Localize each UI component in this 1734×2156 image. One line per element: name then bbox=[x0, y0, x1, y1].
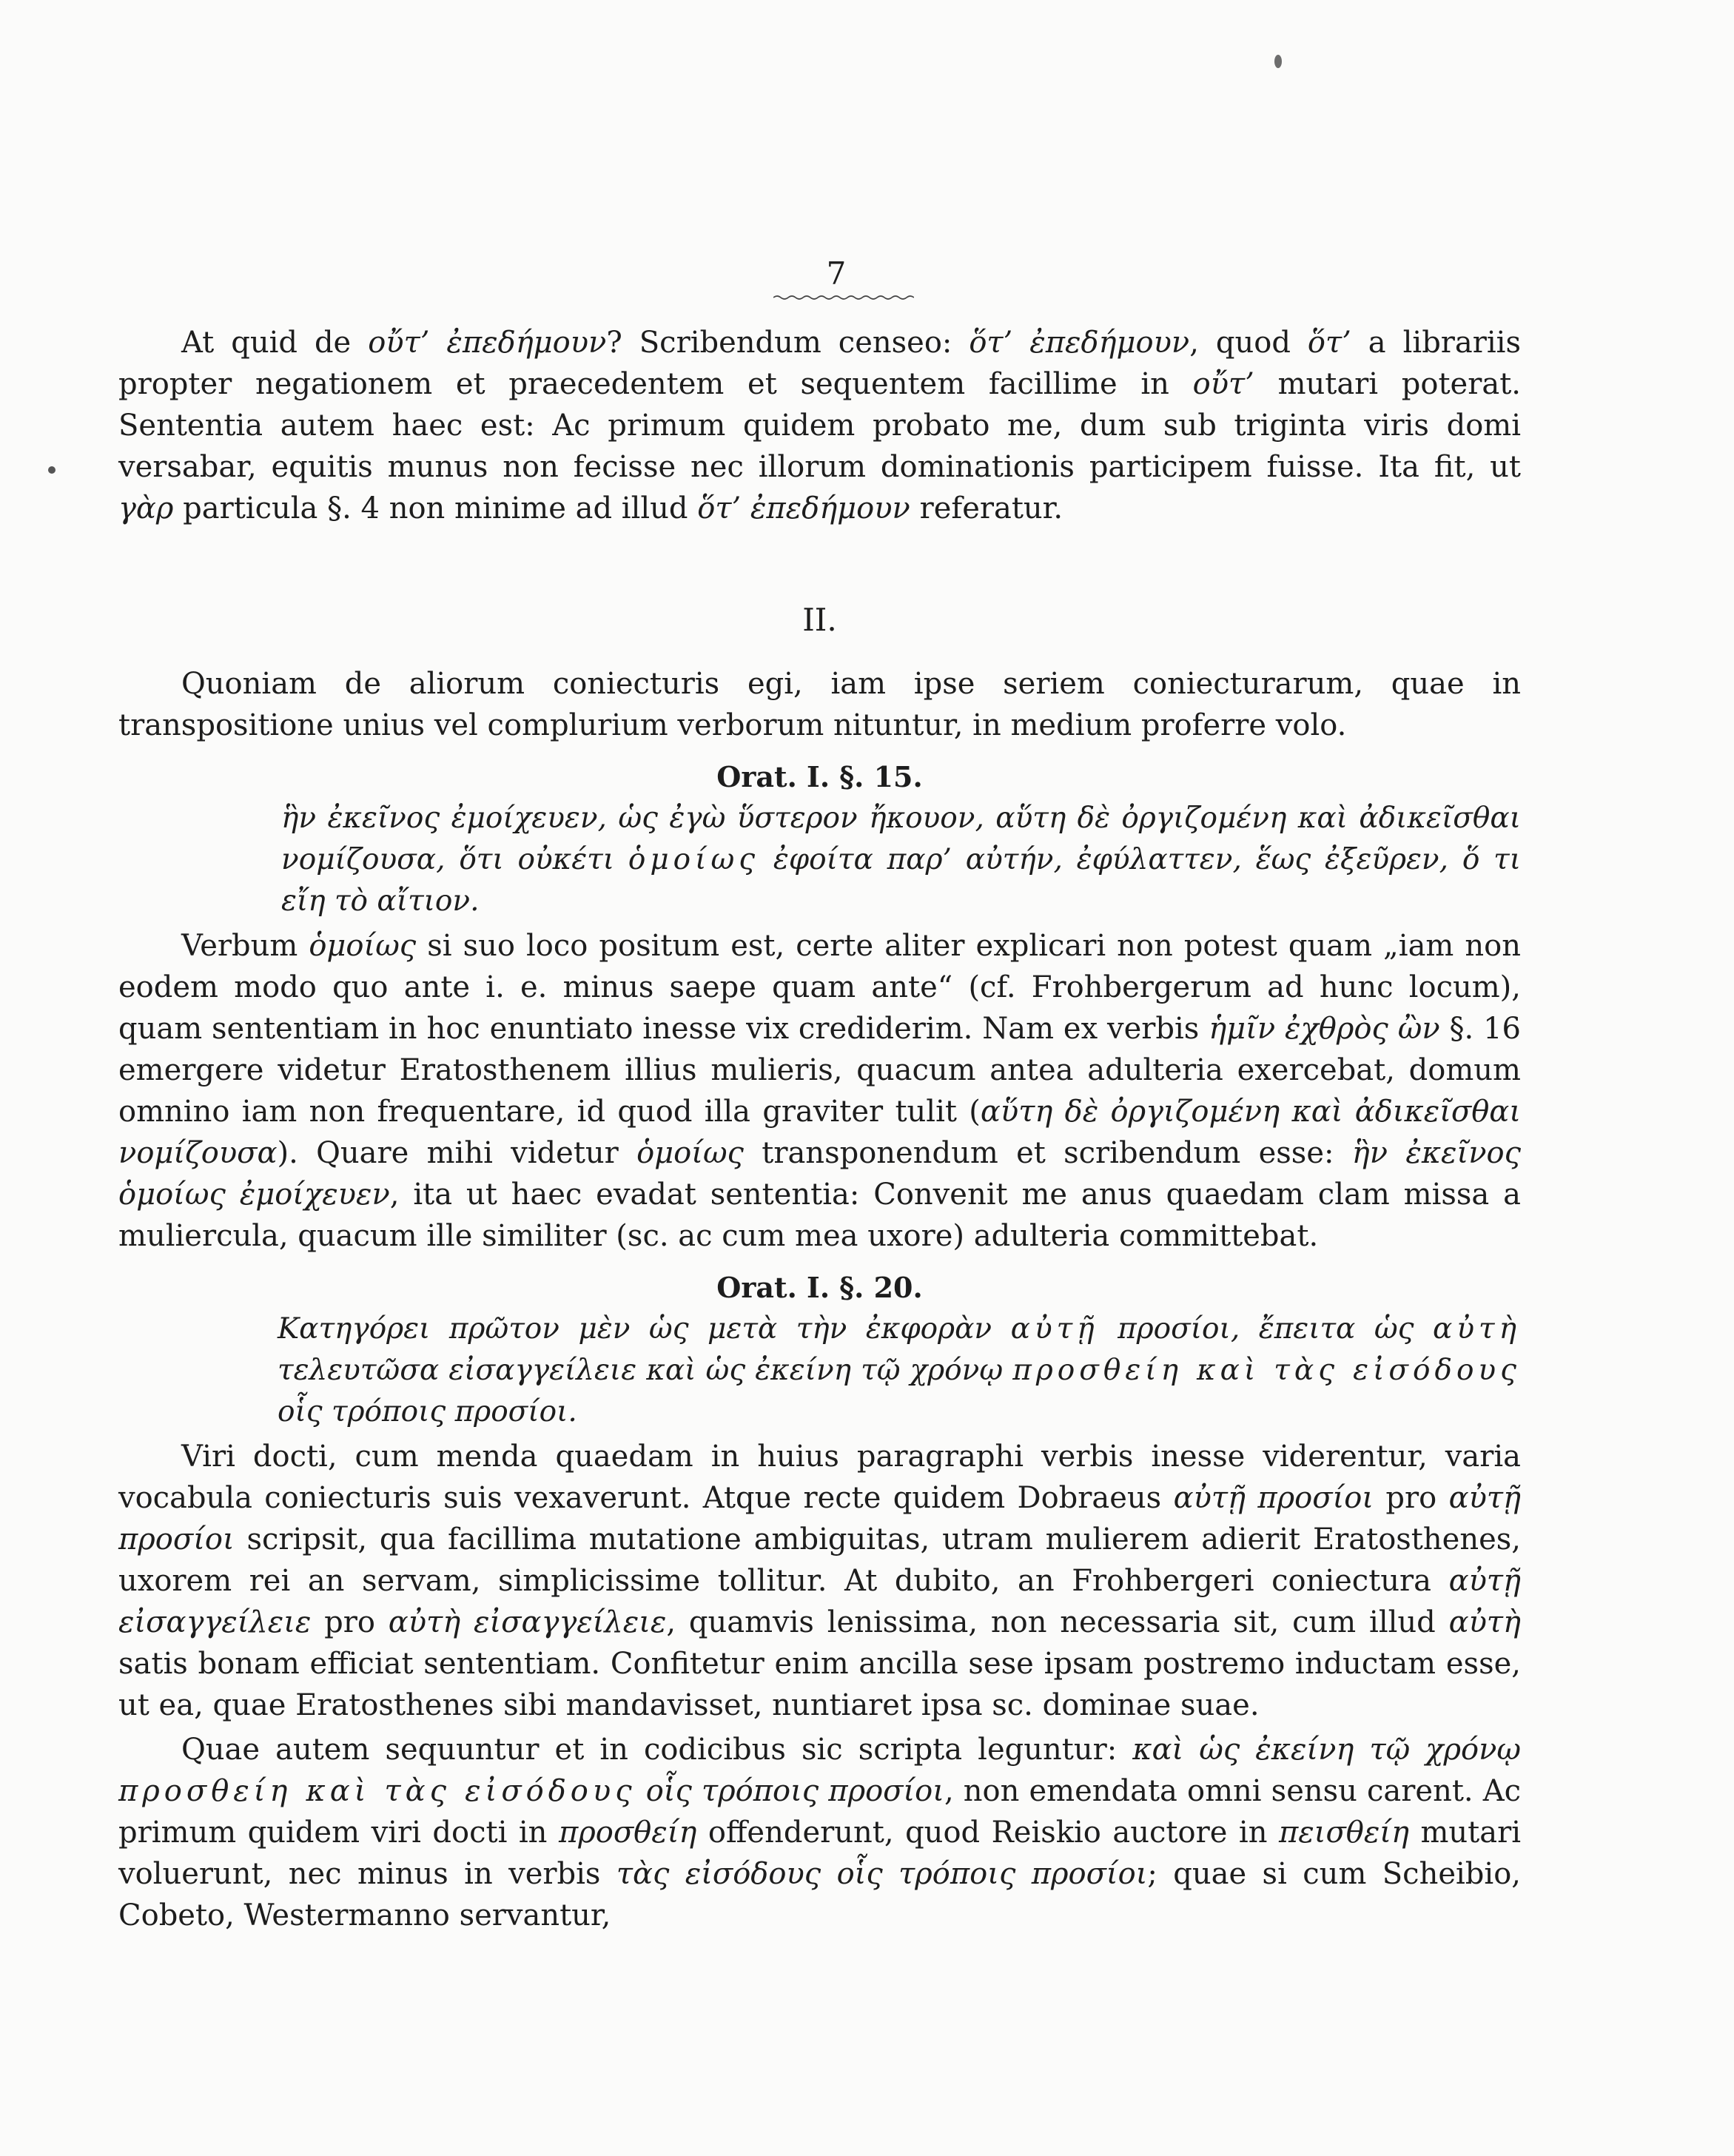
text: mutari voluerunt, nec minus in verbis bbox=[118, 1816, 1521, 1891]
greek-text: Κατηγόρει πρῶτον μὲν ὡς μετὰ τὴν ἐκφορὰν bbox=[278, 1312, 1011, 1346]
greek-text: προσίοι, ἔπειτα ὡς bbox=[1098, 1312, 1434, 1346]
paragraph-3 bbox=[118, 925, 1521, 1257]
paragraph-1 bbox=[118, 322, 1521, 529]
greek-text: ἡμῖν ἐχθρὸς ὢν bbox=[1209, 1012, 1440, 1046]
text: , non emendata omni sensu carent. Ac primum quidem viri docti in bbox=[118, 1774, 1522, 1850]
paragraph-2: Quoniam de aliorum coniecturis egi, iam ipse seriem coniecturarum, quae in transpositione unius vel complurium verborum nituntur, in medium proferre volo. bbox=[118, 667, 1521, 742]
greek-text: ὅτ’ ἐπεδήμουν bbox=[969, 326, 1190, 360]
text: offenderunt, quod Reiskio auctore in bbox=[696, 1816, 1279, 1850]
greek-text: οὔτ’ bbox=[1192, 367, 1254, 401]
text: ). Quare mihi videtur bbox=[277, 1136, 637, 1170]
text: scripsit, qua facillima mutatione ambiguitas, utram mulierem adierit Eratosthenes, uxorem rei an servam, simplicissime tollitur. At dubito, an Frohbergeri coniectura bbox=[118, 1522, 1521, 1598]
text: a librariis propter negationem et praecedentem et sequentem facillime in bbox=[118, 326, 1522, 401]
greek-text: πεισθείη bbox=[1279, 1816, 1409, 1850]
greek-text: αὕτη δὲ ὀργιζομένη καὶ ἀδικεῖσθαι νομίζουσα bbox=[118, 1095, 1522, 1170]
greek-text: οἷς τρόποις προσίοι bbox=[636, 1774, 944, 1808]
greek-text: τὰς εἰσόδους οἷς τρόποις προσίοι bbox=[616, 1857, 1148, 1891]
text: pro bbox=[311, 1605, 389, 1639]
greek-text: αὐτῇ προσίοι bbox=[1173, 1481, 1374, 1515]
greek-text: ὁμοίως bbox=[636, 1136, 744, 1170]
greek-text: οὔτ’ ἐπεδήμουν bbox=[368, 326, 607, 360]
text: transponendum et scribendum esse: bbox=[743, 1136, 1352, 1170]
text: referatur. bbox=[910, 491, 1063, 525]
greek-text: αὐτῇ εἰσαγγείλειε bbox=[118, 1564, 1521, 1639]
text: pro bbox=[1374, 1481, 1449, 1515]
body-text bbox=[118, 263, 1521, 1936]
paragraph-5 bbox=[118, 1729, 1521, 1936]
spaced-greek-text: αὐτῇ bbox=[1010, 1312, 1099, 1346]
section-heading: II. bbox=[802, 602, 837, 638]
page-number: 7 bbox=[826, 255, 847, 292]
greek-text: ἐφοίτα παρ’ αὐτήν, ἐφύλαττεν, ἕως ἐξεῦρεν, ὅ τι εἴη τὸ αἴτιον. bbox=[281, 843, 1522, 918]
greek-text: ἣν ἐκεῖνος ὁμοίως ἐμοίχευεν bbox=[118, 1136, 1522, 1212]
text: , ita ut haec evadat sententia: Convenit me anus quaedam clam missa a muliercula, quacum ille similiter (sc. ac cum mea uxore) adulteria committebat. bbox=[118, 1178, 1521, 1253]
spaced-greek-text: ὁμοίως bbox=[628, 843, 760, 876]
greek-text: προσθείη bbox=[558, 1816, 697, 1850]
text: ; quae si cum Scheibio, Cobeto, Westermanno servantur, bbox=[118, 1857, 1521, 1932]
citation-heading: Orat. I. §. 15. bbox=[716, 760, 923, 793]
greek-text: ἣν ἐκεῖνος ἐμοίχευεν, ὡς ἐγὼ ὕστερον ἤκουον, αὕτη δὲ ὀργιζομένη καὶ ἀδικεῖσθαι νομίζουσα, ὅτι οὐκέτι bbox=[281, 802, 1521, 876]
greek-text: οἷς τρόποις προσίοι. bbox=[278, 1395, 577, 1428]
text: At quid de bbox=[181, 326, 369, 360]
text: si suo loco positum est, certe aliter explicari non potest quam „iam non eodem modo quo ante i. e. minus saepe quam ante“ (cf. Frohbergerum ad hunc locum), quam sententiam in hoc enuntiato inesse vix crediderim. Nam ex verbis bbox=[118, 929, 1521, 1046]
text: satis bonam efficiat sententiam. Confitetur enim ancilla sese ipsam postremo inductam esse, ut ea, quae Eratosthenes sibi mandavisset, nuntiaret ipsa sc. dominae suae. bbox=[118, 1647, 1521, 1722]
text: Quae autem sequuntur et in codicibus sic scripta leguntur: bbox=[181, 1733, 1133, 1767]
text: ? Scribendum censeo: bbox=[606, 326, 970, 360]
spaced-greek-text: προσθείη καὶ τὰς εἰσόδους bbox=[1012, 1354, 1521, 1387]
greek-text: ὅτ’ ἐπεδήμουν bbox=[697, 491, 910, 525]
spaced-greek-text: προσθείη καὶ τὰς εἰσόδους bbox=[118, 1774, 636, 1808]
greek-text: αὐτὴ εἰσαγγείλειε bbox=[388, 1605, 667, 1639]
greek-quotation bbox=[118, 798, 1521, 922]
text: particula §. 4 non minime ad illud bbox=[173, 491, 698, 525]
text: , quod bbox=[1189, 326, 1308, 360]
spaced-greek-text: αὐτὴ bbox=[1433, 1312, 1522, 1346]
text: §. 16 emergere videtur Eratosthenem illius mulieris, quacum antea adulteria exercebat, domum omnino iam non frequentare, id quod illa graviter tulit ( bbox=[118, 1012, 1522, 1129]
text: Viri docti, cum menda quaedam in huius paragraphi verbis inesse viderentur, varia vocabula coniecturis suis vexaverunt. Atque recte quidem Dobraeus bbox=[118, 1440, 1521, 1515]
greek-text: ὁμοίως bbox=[309, 929, 417, 963]
text: mutari poterat. Sententia autem haec est: Ac primum quidem probato me, dum sub triginta viris domi versabar, equitis munus non fecisse nec illorum dominationis participem fuisse. Ita fit, ut bbox=[118, 367, 1521, 484]
greek-quotation bbox=[118, 1309, 1521, 1433]
text: , quamvis lenissima, non necessaria sit, cum illud bbox=[666, 1605, 1449, 1639]
greek-text: αὐτῇ προσίοι bbox=[118, 1481, 1521, 1556]
citation-heading: Orat. I. §. 20. bbox=[716, 1271, 923, 1304]
greek-text: γὰρ bbox=[118, 491, 174, 525]
greek-text: τελευτῶσα εἰσαγγείλειε καὶ ὡς ἐκείνη τῷ χρόνῳ bbox=[278, 1354, 1013, 1387]
text: Verbum bbox=[181, 929, 309, 963]
paragraph-4 bbox=[118, 1436, 1521, 1726]
margin-mark bbox=[48, 466, 56, 474]
greek-text: καὶ ὡς ἐκείνη τῷ χρόνῳ bbox=[1132, 1733, 1522, 1767]
ink-blot bbox=[1274, 55, 1282, 68]
greek-text: αὐτὴ bbox=[1448, 1605, 1521, 1639]
greek-text: ὅτ’ bbox=[1307, 326, 1351, 360]
